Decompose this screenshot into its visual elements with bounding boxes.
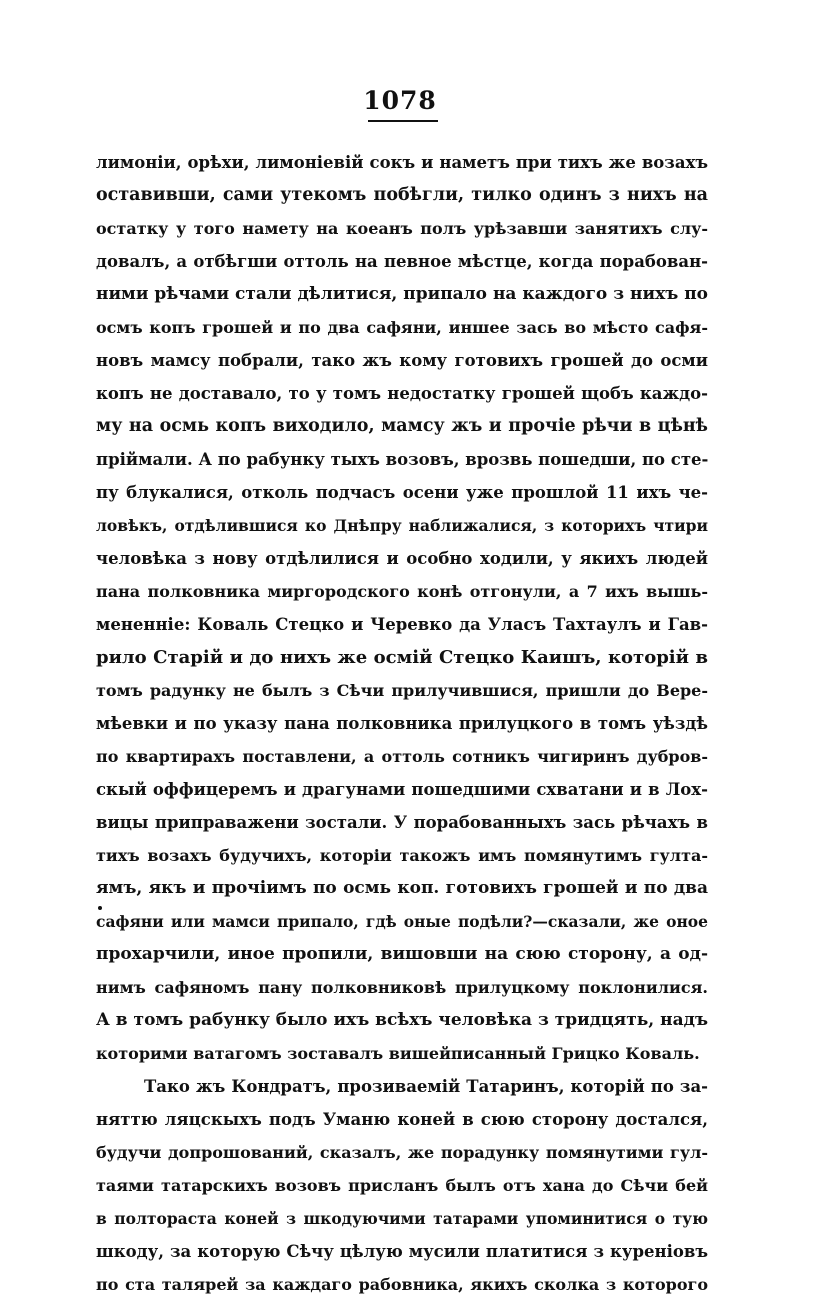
- text-line: будучи допрошований, сказалъ, же порадунку помянутими гул-: [96, 1143, 708, 1162]
- text-line: новъ мамсу побрали, тако жъ кому готовихъ грошей до осми: [96, 351, 708, 370]
- paragraph-2: [96, 1070, 708, 1301]
- paragraph-1: [96, 146, 708, 1070]
- text-line: остатку у того намету на коеанъ полъ урѣзавши занятихъ слу-: [96, 219, 708, 238]
- text-line: рило Старій и до нихъ же осмій Стецко Каишъ, которій в: [96, 647, 708, 668]
- text-line: пріймали. А по рабунку тыхъ возовъ, врозвь пошедши, по сте-: [96, 450, 708, 469]
- text-line: вицы приправажени зостали. У порабованныхъ зась рѣчахъ в: [96, 813, 708, 832]
- page-number: 1078: [363, 86, 437, 115]
- text-line: тихъ возахъ будучихъ, которіи такожъ имъ помянутимъ гулта-: [96, 846, 708, 865]
- text-line: няттю ляцскыхъ подъ Уманю коней в сюю сторону достался,: [96, 1110, 708, 1129]
- text-line: сафяни или мамси припало, гдѣ оные подѣли?—сказали, же оное: [96, 912, 708, 931]
- text-line: пу блукалися, отколь подчасъ осени уже прошлой 11 ихъ че-: [96, 483, 708, 502]
- text-line: по квартирахъ поставлени, а оттоль сотникъ чигиринъ дубров-: [96, 747, 708, 766]
- text-line: ними рѣчами стали дѣлитися, припало на каждого з нихъ по: [96, 284, 708, 304]
- text-line: таями татарскихъ возовъ присланъ былъ отъ хана до Сѣчи бей: [96, 1176, 708, 1195]
- text-line: оставивши, сами утекомъ побѣгли, тилко одинъ з нихъ на: [96, 185, 708, 205]
- text-line: А в томъ рабунку было ихъ всѣхъ человѣка з тридцять, надъ: [96, 1010, 708, 1030]
- text-line: которими ватагомъ зоставалъ вишейписанный Грицко Коваль.: [96, 1044, 700, 1063]
- text-line: в полтораста коней з шкодуючими татарами упоминитися о тую: [96, 1209, 708, 1228]
- text-line: человѣка з нову отдѣлилися и особно ходили, у якихъ людей: [96, 549, 708, 568]
- text-line: томъ радунку не былъ з Сѣчи прилучившися, пришли до Вере-: [96, 681, 708, 700]
- text-line: по ста талярей за каждаго рабовника, якихъ сколка з которого: [96, 1275, 708, 1294]
- text-line: довалъ, а отбѣгши оттоль на певное мѣстце, когда порабован-: [96, 252, 708, 271]
- text-line: Тако жъ Кондратъ, прозиваемій Татаринъ, которій по за-: [144, 1077, 708, 1096]
- text-line: прохарчили, иное пропили, вишовши на сюю сторону, а од-: [96, 944, 708, 964]
- text-line: мѣевки и по указу пана полковника прилуцкого в томъ уѣздѣ: [96, 714, 708, 733]
- text-line: му на осмь копъ виходило, мамсу жъ и прочіе рѣчи в цѣнѣ: [96, 416, 708, 436]
- text-line: пана полковника миргородского конѣ отгонули, а 7 ихъ вышь-: [96, 582, 708, 601]
- text-line: шкоду, за которую Сѣчу цѣлую мусили платитися з куреніовъ: [96, 1242, 708, 1261]
- text-line: нимъ сафяномъ пану полковниковѣ прилуцкому поклонилися.: [96, 978, 708, 997]
- text-line: ловѣкъ, отдѣлившися ко Днѣпру наближалися, з которихъ чтири: [96, 516, 708, 535]
- text-line: ямъ, якъ и прочіимъ по осмь коп. готовихъ грошей и по два: [96, 878, 708, 898]
- text-line: копъ не доставало, то у томъ недостатку грошей щобъ каждо-: [96, 384, 708, 403]
- text-line: скый оффицеремъ и драгунами пошедшими схватани и в Лох-: [96, 780, 708, 799]
- text-line: мененніе: Коваль Стецко и Черевко да Уласъ Тахтаулъ и Гав-: [96, 615, 708, 634]
- page-number-rule: [368, 120, 438, 122]
- text-line: лимоніи, орѣхи, лимоніевій сокъ и наметъ при тихъ же возахъ: [96, 153, 708, 172]
- body-text: [96, 146, 708, 1301]
- text-line: осмъ копъ грошей и по два сафяни, иншее зась во мѣсто сафя-: [96, 318, 708, 337]
